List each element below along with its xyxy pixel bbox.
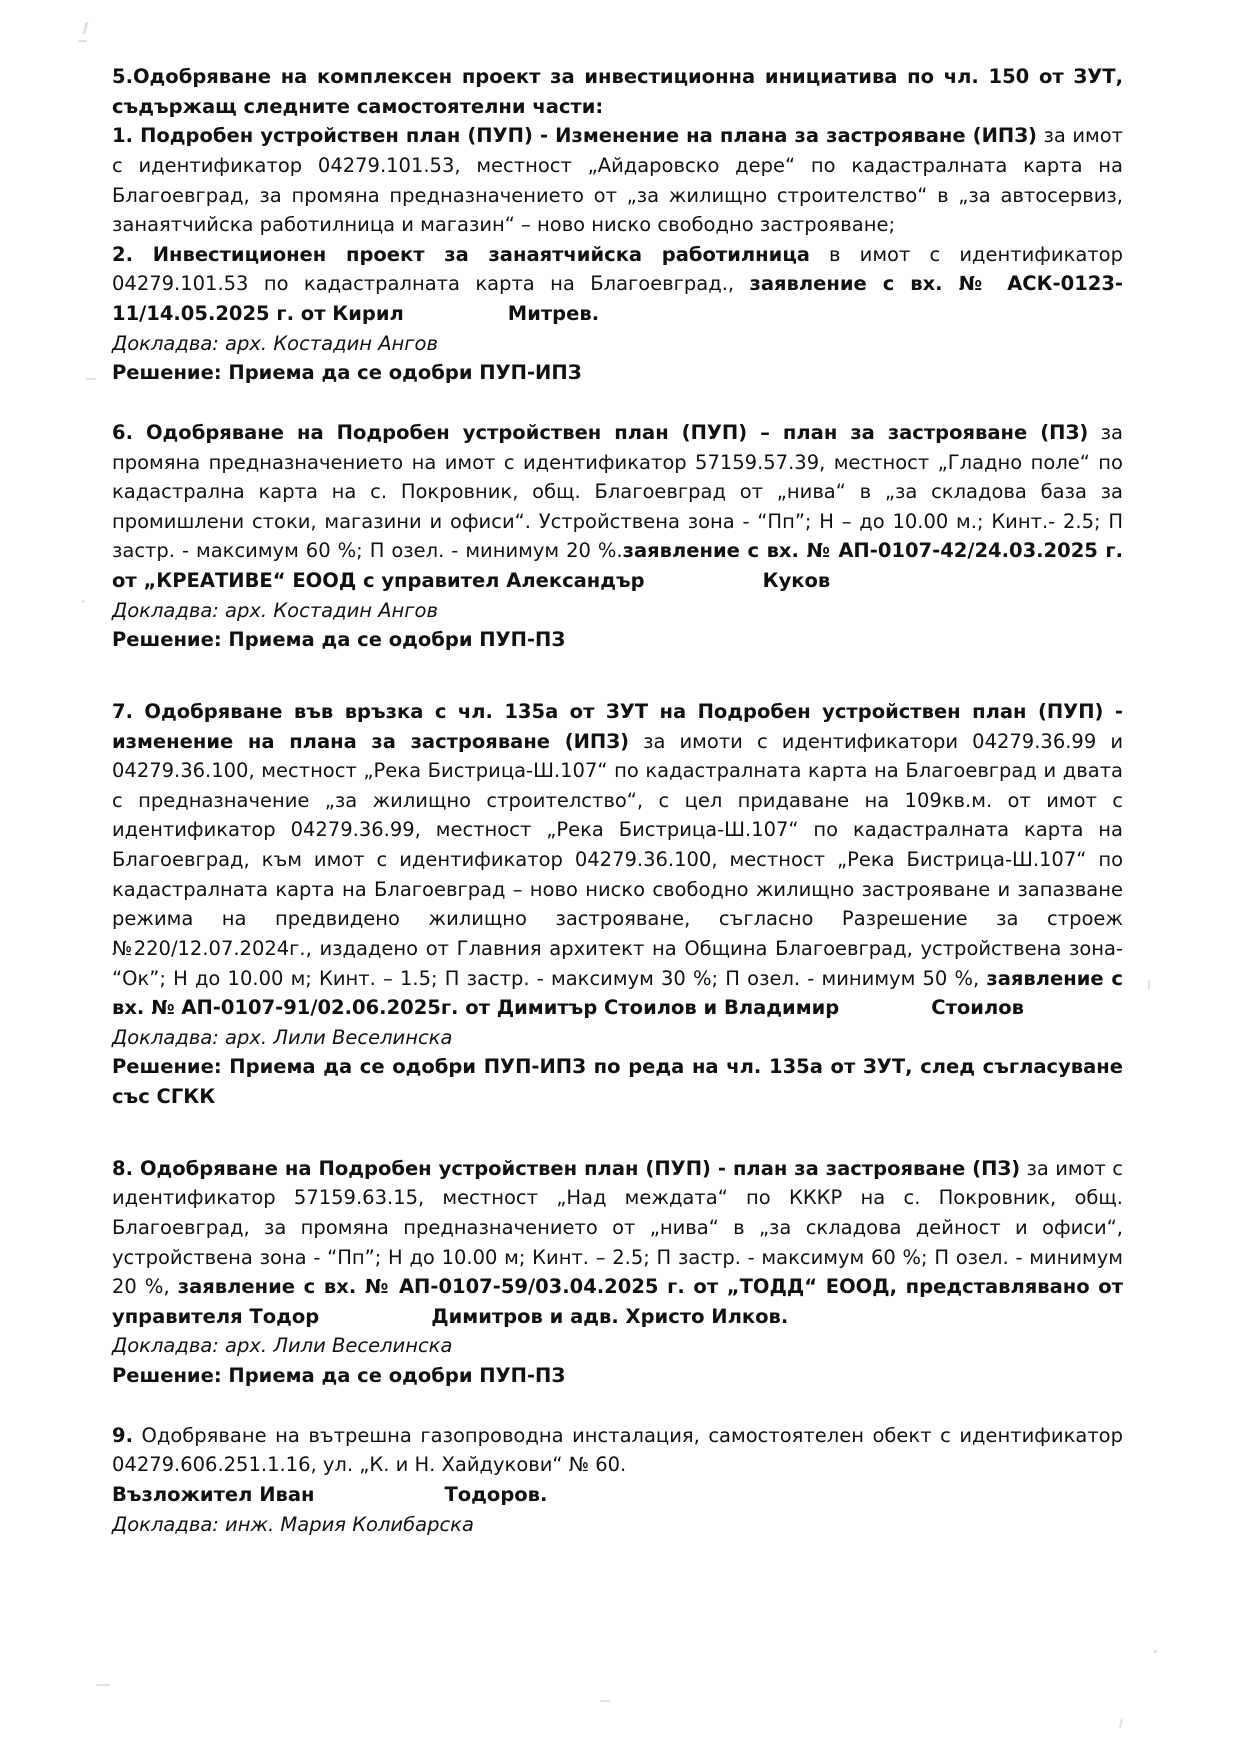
paragraph — [112, 1154, 1123, 1332]
text-run-bold: заявление с вх. № АП-0107-91/02.06.2025г. от Димитър Стоилов и Владимир — [112, 966, 1123, 1020]
decision-line: Решение: Приема да се одобри ПУП-ИПЗ по реда на чл. 135а от ЗУТ, след съгласуване със СГКК — [112, 1055, 1123, 1108]
text-run-bold: Възложител Иван — [112, 1482, 315, 1506]
text-run-bold: Тодоров. — [444, 1482, 548, 1506]
agenda-item-6 — [112, 418, 1123, 655]
agenda-item-9 — [112, 1421, 1123, 1540]
document-body — [112, 62, 1123, 1539]
scan-artifact — [600, 1700, 610, 1702]
text-run-bold: 5.Одобряване на комплексен проект за инвестиционна инициатива по чл. 150 от ЗУТ, съдържащ следните самостоятелни части: — [112, 65, 1123, 118]
scan-artifact — [96, 1684, 110, 1686]
scan-artifact — [78, 40, 87, 42]
text-run: в имот с идентификатор 04279.101.53 по кадастралната карта на Благоевград., — [112, 242, 1123, 296]
text-run: за имот с идентификатор 04279.101.53, местност „Айдаровско дере“ по кадастралната карта на Благоевград, за промяна предназначението от „за жилищно строителство“ в „за автосервиз, занаятчийска работилница и магазин“ – ново ниско свободно застрояване; — [112, 124, 1123, 237]
paragraph — [112, 1480, 1123, 1510]
reporter-line: Докладва: арх. Костадин Ангов — [112, 331, 438, 355]
text-run-bold: 2. Инвестиционен проект за занаятчийска работилница — [112, 242, 810, 266]
scan-artifact — [1154, 1650, 1157, 1653]
paragraph — [112, 1421, 1123, 1480]
agenda-item-5 — [112, 62, 1123, 388]
text-run-bold: 1. Подробен устройствен план (ПУП) - Изменение на плана за застрояване (ИПЗ) — [112, 124, 1037, 148]
paragraph — [112, 418, 1123, 596]
scan-artifact — [82, 600, 85, 603]
text-run: за имоти с идентификатори 04279.36.99 и 04279.36.100, местност „Река Бистрица-Ш.107“ по кадастралната карта на Благоевград и двата с предназначение „за жилищно строителство“, с цел придаване на 109кв.м. от имот с идентификатор 04279.36.99, местност „Река Бистрица-Ш.107“ по кадастралната карта на Благоевград, към имот с идентификатор 04279.36.100, местност „Река Бистрица-Ш.107“ по кадастралната карта на Благоевград – ново ниско свободно жилищно застрояване и запазване режима на предвидено жилищно застрояване, съгласно Разрешение за строеж №220/12.07.2024г., издадено от Главния архитект на Община Благоевград, устройствена зона- “Ок”; Н до 10.00 м; Кинт. – 1.5; П застр. - максимум 30 %; П озел. - минимум 50 %, — [112, 729, 1123, 990]
text-run-bold: Куков — [762, 569, 831, 592]
agenda-item-7 — [112, 697, 1123, 1112]
paragraph — [112, 62, 1123, 121]
text-run-bold: заявление с вх. № АП-0107-59/03.04.2025 г. от „ТОДД“ ЕООД, представлявано от управителя Тодор — [112, 1275, 1124, 1328]
paragraph — [112, 121, 1123, 240]
section-gap — [112, 1391, 1123, 1421]
text-run-bold: Митрев. — [507, 302, 600, 325]
text-run-bold: Стоилов — [931, 996, 1024, 1020]
text-run-bold: 6. Одобряване на Подробен устройствен план (ПУП) – план за застрояване (ПЗ) — [112, 420, 1089, 444]
scan-artifact — [1119, 1718, 1123, 1728]
paragraph — [112, 697, 1123, 1023]
scan-artifact — [83, 22, 89, 34]
decision-line: Решение: Приема да се одобри ПУП-ИПЗ — [112, 361, 582, 385]
section-gap — [112, 1112, 1123, 1154]
text-run: за промяна предназначението на имот с идентификатор 57159.57.39, местност „Гладно поле“ по кадастрална карта на с. Покровник, общ. Благоевград от „нива“ в „за складова база за промишлени стоки, магазини и офиси“. Устройствена зона - “Пп”; Н – до 10.00 м.; Кинт.- 2.5; П застр. - максимум 60 %; П озел. - минимум 20 %. — [112, 420, 1123, 563]
text-run-bold: 8. Одобряване на Подробен устройствен план (ПУП) - план за застрояване (ПЗ) — [112, 1156, 1021, 1180]
paragraph — [112, 240, 1123, 329]
text-run-bold: заявление с вх. № АП-0107-42/24.03.2025 г. от „КРЕАТИВЕ“ ЕООД с управител Александър — [112, 539, 1124, 592]
reporter-line: Докладва: арх. Лили Веселинска — [112, 1334, 453, 1358]
decision-line: Решение: Приема да се одобри ПУП-ПЗ — [112, 1364, 566, 1387]
decision-line: Решение: Приема да се одобри ПУП-ПЗ — [112, 628, 566, 652]
reporter-line: Докладва: арх. Костадин Ангов — [112, 598, 438, 622]
reporter-line: Докладва: инж. Мария Колибарска — [112, 1512, 474, 1536]
text-run: за имот с идентификатор 57159.63.15, местност „Над междата“ по КККР на с. Покровник, общ. Благоевград, за промяна предназначението от „нива“ в „за складова дейност и офиси“, устройствена зона - “Пп”; Н до 10.00 м; Кинт. – 2.5; П застр. - максимум 60 %; П озел. - минимум 20 %, — [112, 1156, 1123, 1299]
section-gap — [112, 388, 1123, 418]
section-gap — [112, 655, 1123, 697]
agenda-item-8 — [112, 1154, 1123, 1391]
text-run-bold: 9. — [112, 1423, 133, 1447]
text-run-bold: заявление с вх. № АСК-0123-11/14.05.2025 г. от Кирил — [112, 272, 1123, 325]
reporter-line: Докладва: арх. Лили Веселинска — [112, 1025, 453, 1049]
text-run-bold: 7. Одобряване във връзка с чл. 135а от ЗУТ на Подробен устройствен план (ПУП) - изменение на плана за застрояване (ИПЗ) — [112, 699, 1123, 753]
scan-artifact — [1148, 980, 1150, 989]
scan-artifact — [86, 378, 96, 380]
text-run-bold: Димитров и адв. Христо Илков. — [431, 1304, 789, 1328]
text-run: Одобряване на вътрешна газопроводна инсталация, самостоятелен обект с идентификатор 04279.606.251.1.16, ул. „К. и Н. Хайдукови“ № 60. — [112, 1423, 1123, 1477]
